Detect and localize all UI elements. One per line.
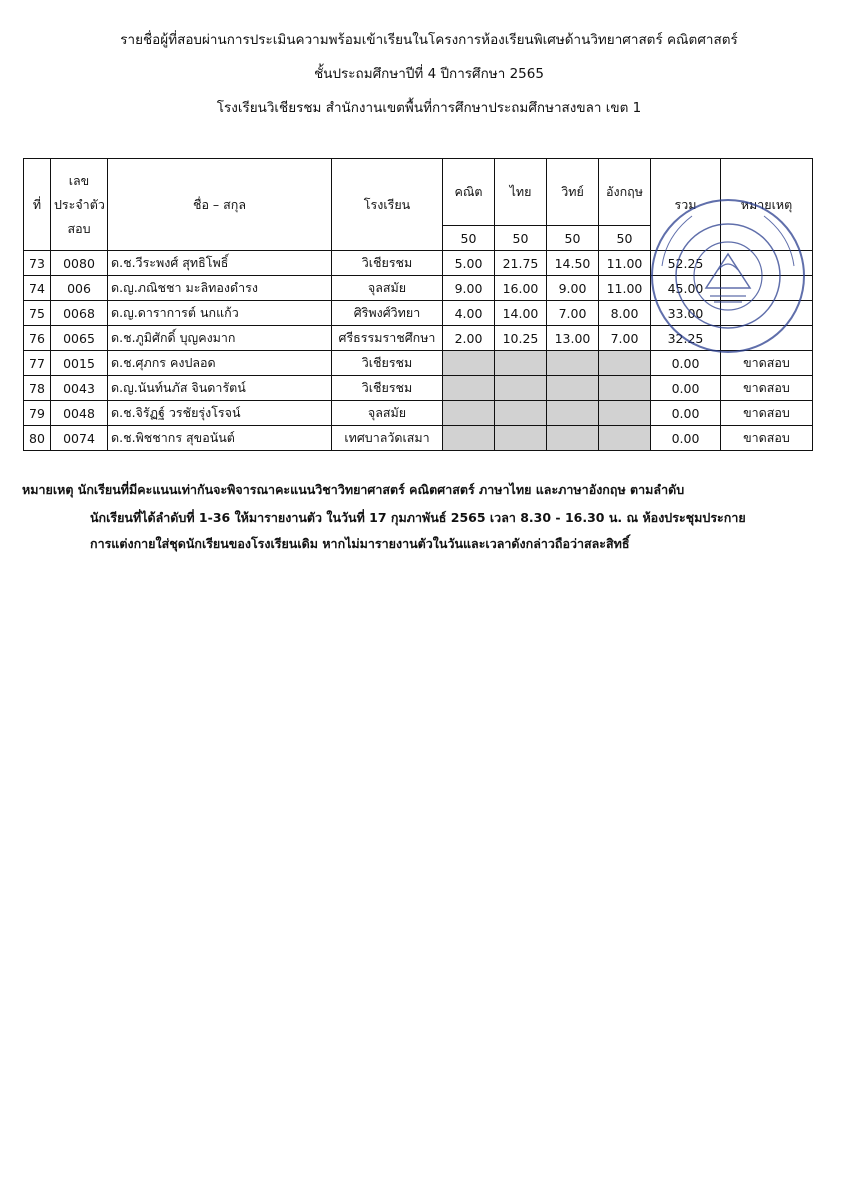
cell-exam-id: 0048	[51, 401, 108, 426]
cell-math: 4.00	[443, 301, 495, 326]
cell-science	[547, 401, 599, 426]
col-header-math: คณิต	[443, 159, 495, 226]
cell-total: 32.25	[651, 326, 721, 351]
remark-note-line1: หมายเหตุ นักเรียนที่มีคะแนนเท่ากันจะพิจารณาคะแนนวิชาวิทยาศาสตร์ คณิตศาสตร์ ภาษาไทย และภาษาอังกฤษ ตามลำดับ	[22, 482, 685, 497]
col-header-english: อังกฤษ	[599, 159, 651, 226]
cell-thai: 14.00	[495, 301, 547, 326]
cell-english: 8.00	[599, 301, 651, 326]
cell-math	[443, 426, 495, 451]
col-header-name: ชื่อ – สกุล	[108, 159, 332, 251]
cell-thai	[495, 351, 547, 376]
col-header-thai: ไทย	[495, 159, 547, 226]
col-header-total: รวม	[651, 159, 721, 251]
cell-remark: ขาดสอบ	[721, 376, 813, 401]
cell-remark: ขาดสอบ	[721, 351, 813, 376]
cell-math	[443, 401, 495, 426]
cell-name: ด.ช.วีระพงศ์ สุทธิโพธิ์	[108, 251, 332, 276]
table-row	[24, 376, 813, 401]
cell-science: 13.00	[547, 326, 599, 351]
col-header-exam-id	[51, 159, 108, 251]
max-score-science: 50	[547, 226, 599, 251]
cell-english	[599, 351, 651, 376]
cell-school: เทศบาลวัดเสมา	[332, 426, 443, 451]
cell-exam-id: 0080	[51, 251, 108, 276]
cell-name: ด.ช.ศุภกร คงปลอด	[108, 351, 332, 376]
cell-exam-id: 0074	[51, 426, 108, 451]
cell-school: ศิริพงศ์วิทยา	[332, 301, 443, 326]
cell-math: 9.00	[443, 276, 495, 301]
cell-no: 78	[24, 376, 51, 401]
cell-english	[599, 376, 651, 401]
cell-science: 7.00	[547, 301, 599, 326]
cell-total: 0.00	[651, 401, 721, 426]
cell-english	[599, 401, 651, 426]
cell-thai: 21.75	[495, 251, 547, 276]
max-score-english: 50	[599, 226, 651, 251]
cell-name: ด.ญ.นันท์นภัส จินดารัตน์	[108, 376, 332, 401]
cell-math: 2.00	[443, 326, 495, 351]
cell-remark: ขาดสอบ	[721, 426, 813, 451]
col-header-no: ที่	[24, 159, 51, 251]
cell-remark: ขาดสอบ	[721, 401, 813, 426]
cell-total: 0.00	[651, 426, 721, 451]
cell-no: 77	[24, 351, 51, 376]
remark-note-line3: การแต่งกายใส่ชุดนักเรียนของโรงเรียนเดิม หากไม่มารายงานตัวในวันและเวลาดังกล่าวถือว่าสละสิทธิ์	[90, 536, 630, 551]
cell-exam-id: 0015	[51, 351, 108, 376]
cell-total: 0.00	[651, 376, 721, 401]
cell-thai	[495, 376, 547, 401]
cell-exam-id: 0068	[51, 301, 108, 326]
cell-name: ด.ช.จิรัฏฐ์ วรชัยรุ่งโรจน์	[108, 401, 332, 426]
col-header-science: วิทย์	[547, 159, 599, 226]
cell-school: จุลสมัย	[332, 401, 443, 426]
cell-math	[443, 376, 495, 401]
cell-school: วิเชียรชม	[332, 251, 443, 276]
table-row	[24, 426, 813, 451]
cell-exam-id: 0065	[51, 326, 108, 351]
max-score-thai: 50	[495, 226, 547, 251]
cell-name: ด.ช.ภูมิศักดิ์ บุญคงมาก	[108, 326, 332, 351]
cell-thai	[495, 401, 547, 426]
cell-exam-id: 006	[51, 276, 108, 301]
document-subtitle-grade-year: ชั้นประถมศึกษาปีที่ 4 ปีการศึกษา 2565	[314, 66, 544, 82]
cell-no: 75	[24, 301, 51, 326]
col-header-school: โรงเรียน	[332, 159, 443, 251]
col-header-exam-id-line2: ประจำตัว	[54, 196, 105, 212]
cell-total: 33.00	[651, 301, 721, 326]
cell-school: ศรีธรรมราชศึกษา	[332, 326, 443, 351]
cell-science: 14.50	[547, 251, 599, 276]
school-seal-stamp-icon	[648, 196, 808, 356]
cell-thai: 16.00	[495, 276, 547, 301]
cell-total: 0.00	[651, 351, 721, 376]
cell-no: 80	[24, 426, 51, 451]
cell-school: จุลสมัย	[332, 276, 443, 301]
cell-thai	[495, 426, 547, 451]
cell-no: 73	[24, 251, 51, 276]
max-score-math: 50	[443, 226, 495, 251]
cell-no: 79	[24, 401, 51, 426]
cell-no: 74	[24, 276, 51, 301]
cell-science: 9.00	[547, 276, 599, 301]
remark-note-line2: นักเรียนที่ได้ลำดับที่ 1-36 ให้มารายงานตัว ในวันที่ 17 กุมภาพันธ์ 2565 เวลา 8.30 - 16.30 น. ณ ห้องประชุมประกาย	[90, 510, 746, 525]
cell-total: 45.00	[651, 276, 721, 301]
cell-math	[443, 351, 495, 376]
col-header-exam-id-line3: สอบ	[67, 220, 91, 236]
cell-exam-id: 0043	[51, 376, 108, 401]
cell-no: 76	[24, 326, 51, 351]
cell-name: ด.ญ.ดาราการต์ นกแก้ว	[108, 301, 332, 326]
table-row	[24, 401, 813, 426]
cell-school: วิเชียรชม	[332, 376, 443, 401]
col-header-exam-id-line1: เลข	[68, 172, 90, 188]
cell-name: ด.ช.พิชชากร สุขอนันต์	[108, 426, 332, 451]
col-header-remark: หมายเหตุ	[721, 159, 813, 251]
cell-english: 11.00	[599, 251, 651, 276]
cell-name: ด.ญ.ภณิชชา มะลิทองดำรง	[108, 276, 332, 301]
cell-science	[547, 351, 599, 376]
document-title: รายชื่อผู้ที่สอบผ่านการประเมินความพร้อมเข้าเรียนในโครงการห้องเรียนพิเศษด้านวิทยาศาสตร์ คณิตศาสตร์	[120, 32, 738, 48]
cell-math: 5.00	[443, 251, 495, 276]
cell-school: วิเชียรชม	[332, 351, 443, 376]
cell-english: 7.00	[599, 326, 651, 351]
cell-total: 52.25	[651, 251, 721, 276]
cell-thai: 10.25	[495, 326, 547, 351]
cell-english: 11.00	[599, 276, 651, 301]
cell-english	[599, 426, 651, 451]
cell-science	[547, 426, 599, 451]
cell-science	[547, 376, 599, 401]
document-subtitle-school: โรงเรียนวิเชียรชม สำนักงานเขตพื้นที่การศึกษาประถมศึกษาสงขลา เขต 1	[216, 100, 642, 116]
